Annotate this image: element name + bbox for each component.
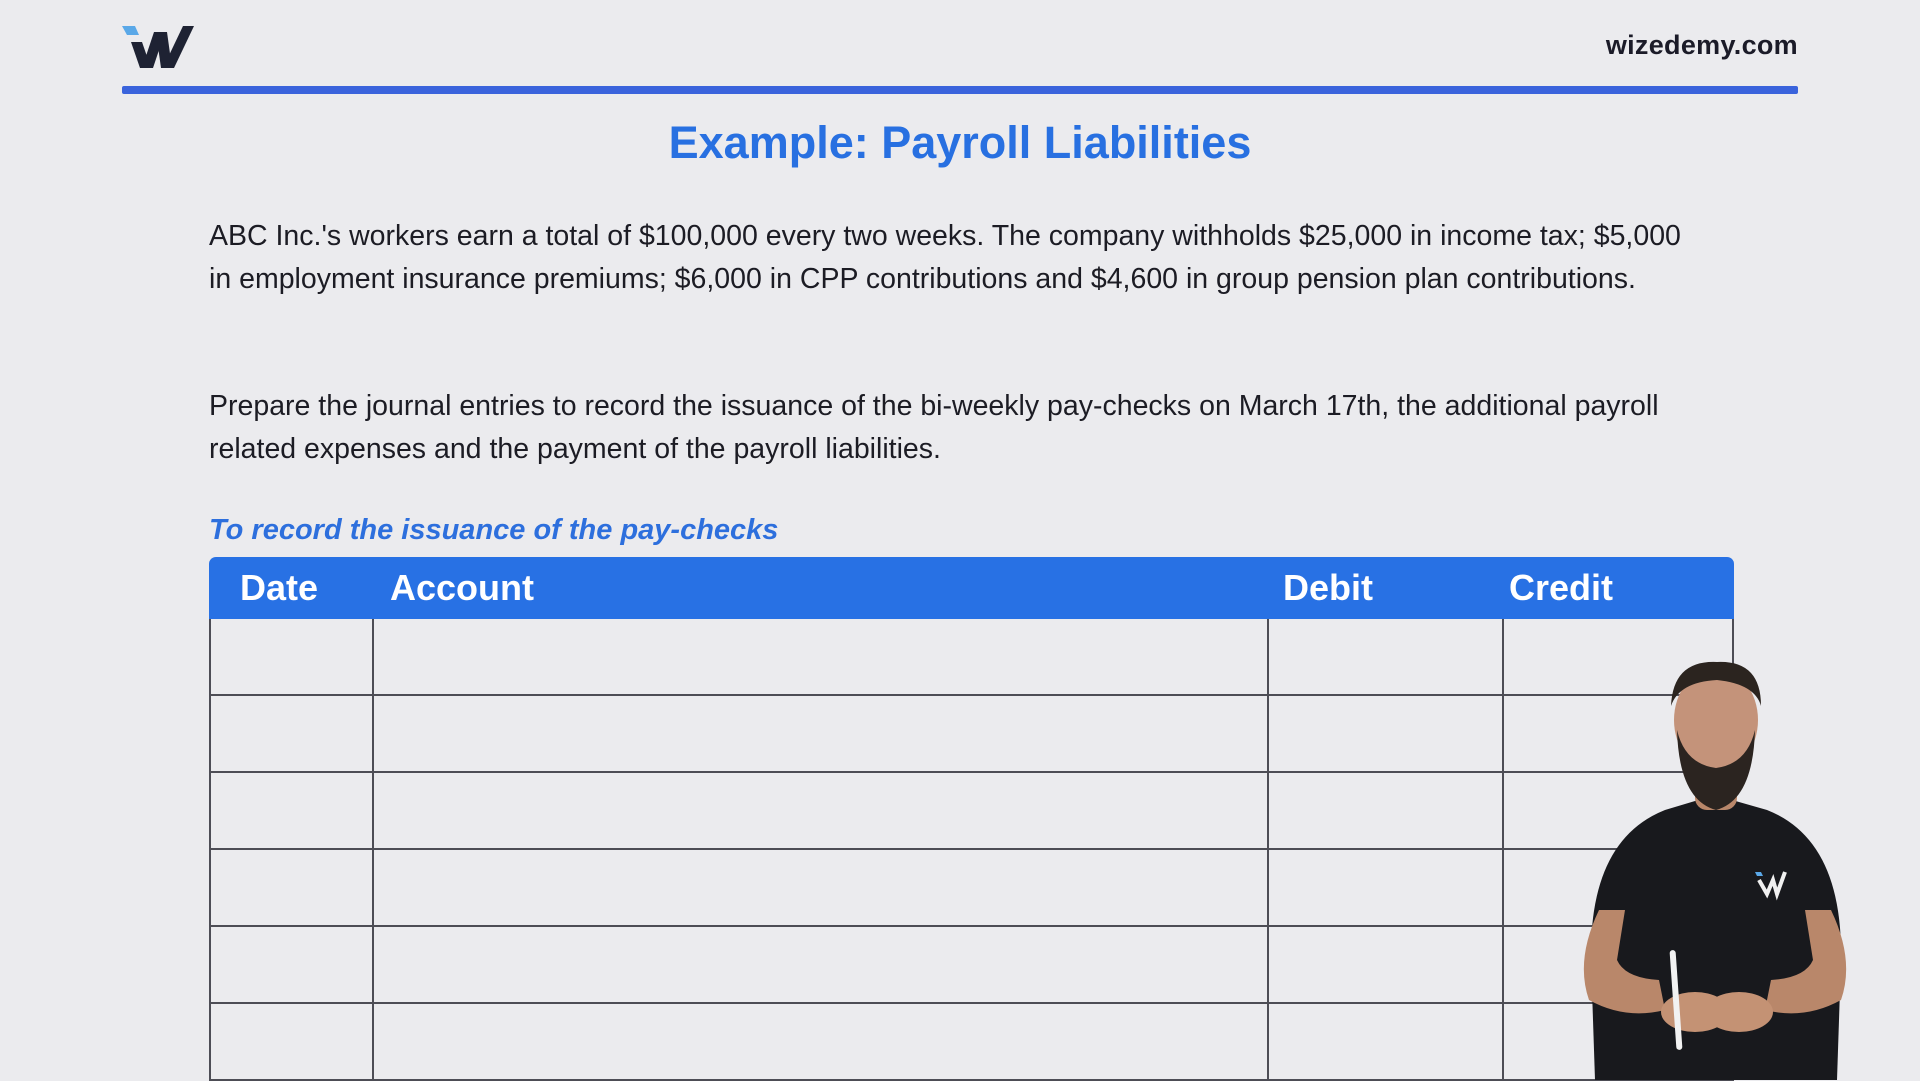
table-row [211,850,1732,927]
account-cell[interactable] [374,619,1269,694]
date-cell[interactable] [211,1004,374,1079]
column-header-account: Account [390,567,534,608]
problem-paragraph: ABC Inc.'s workers earn a total of $100,000 every two weeks. The company withholds $25,000 in income tax; $5,000 in employment insurance premiums; $6,000 in CPP contributions and $4,600 in group pension plan contributions. [209,220,1681,295]
date-cell[interactable] [211,619,374,694]
journal-table-header [209,557,1734,619]
column-header-debit: Debit [1283,567,1373,608]
journal-table-body [209,619,1734,1081]
table-row [211,773,1732,850]
section-label: To record the issuance of the pay-checks [209,514,779,546]
account-cell[interactable] [374,696,1269,771]
table-row [211,1004,1732,1081]
account-cell[interactable] [374,773,1269,848]
date-cell[interactable] [211,927,374,1002]
table-row [211,619,1732,696]
presenter-image [1555,660,1875,1080]
wizedemy-logo-icon[interactable] [120,22,196,74]
table-row [211,696,1732,773]
date-cell[interactable] [211,850,374,925]
instruction-paragraph: Prepare the journal entries to record the issuance of the bi-weekly pay-checks on March 17th, the additional payroll related expenses and the payment of the payroll liabilities. [209,390,1659,465]
debit-cell[interactable] [1269,1004,1504,1079]
column-header-credit: Credit [1508,567,1614,608]
date-cell[interactable] [211,696,374,771]
debit-cell[interactable] [1269,773,1504,848]
debit-cell[interactable] [1269,619,1504,694]
site-url[interactable]: wizedemy.com [1605,30,1798,60]
debit-cell[interactable] [1269,696,1504,771]
account-cell[interactable] [374,1004,1269,1079]
page-title: Example: Payroll Liabilities [668,117,1252,168]
account-cell[interactable] [374,927,1269,1002]
table-row [211,927,1732,1004]
header-divider [122,86,1798,94]
column-header-date: Date [240,567,319,608]
journal-entry-table [209,557,1734,1081]
debit-cell[interactable] [1269,850,1504,925]
date-cell[interactable] [211,773,374,848]
account-cell[interactable] [374,850,1269,925]
debit-cell[interactable] [1269,927,1504,1002]
